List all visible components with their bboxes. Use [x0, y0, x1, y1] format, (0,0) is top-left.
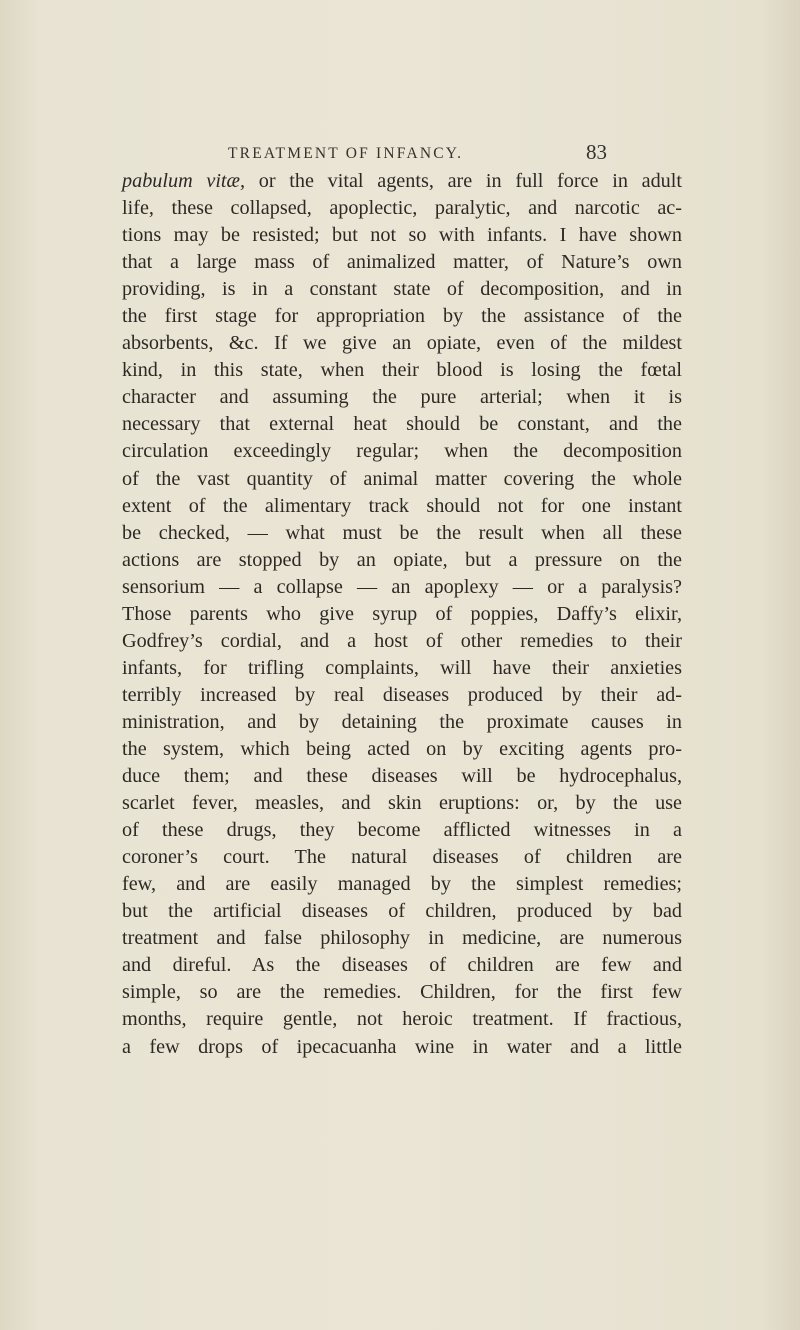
- text-line: scarlet fever, measles, and skin eruptions: or, by the use: [122, 792, 682, 815]
- text-line: simple, so are the remedies. Children, for the first few: [122, 981, 682, 1004]
- text-line: circulation exceedingly regular; when the decomposition: [122, 440, 682, 463]
- text-line-1-rest: or the vital agents, are in full force in adult: [245, 170, 682, 192]
- text-line: absorbents, &c. If we give an opiate, even of the mildest: [122, 332, 682, 355]
- text-line: coroner’s court. The natural diseases of children are: [122, 846, 682, 869]
- text-line: of the vast quantity of animal matter covering the whole: [122, 467, 682, 490]
- text-line: ministration, and by detaining the proximate causes in: [122, 710, 682, 733]
- text-line: and direful. As the diseases of children are few and: [122, 954, 682, 977]
- text-line: that a large mass of animalized matter, of Nature’s own: [122, 251, 682, 274]
- text-line: the first stage for appropriation by the assistance of the: [122, 305, 682, 328]
- text-line: Godfrey’s cordial, and a host of other remedies to their: [122, 629, 682, 652]
- text-line: the system, which being acted on by exciting agents pro-: [122, 737, 682, 760]
- text-line: sensorium — a collapse — an apoplexy — or a paralysis?: [122, 575, 682, 598]
- running-head: TREATMENT OF INFANCY.: [228, 145, 464, 162]
- latin-phrase: pabulum vitæ,: [122, 170, 246, 192]
- text-line: a few drops of ipecacuanha wine in water and a little: [122, 1035, 682, 1058]
- text-line: character and assuming the pure arterial; when it is: [122, 386, 682, 409]
- text-line: life, these collapsed, apoplectic, paralytic, and narcotic ac-: [122, 197, 682, 220]
- text-line: infants, for trifling complaints, will have their anxieties: [122, 656, 682, 679]
- text-line-1: [122, 168, 682, 195]
- text-line: of these drugs, they become afflicted witnesses in a: [122, 819, 682, 842]
- text-line: duce them; and these diseases will be hydrocephalus,: [122, 765, 682, 788]
- text-line: be checked, — what must be the result when all these: [122, 521, 682, 544]
- text-line: Those parents who give syrup of poppies, Daffy’s elixir,: [122, 602, 682, 625]
- text-line: necessary that external heat should be constant, and the: [122, 413, 682, 436]
- text-line: actions are stopped by an opiate, but a pressure on the: [122, 548, 682, 571]
- page-number: 83: [586, 140, 607, 164]
- text-line: providing, is in a constant state of decomposition, and in: [122, 278, 682, 301]
- text-line: months, require gentle, not heroic treatment. If fractious,: [122, 1008, 682, 1031]
- text-line: kind, in this state, when their blood is losing the fœtal: [122, 359, 682, 382]
- text-line: tions may be resisted; but not so with infants. I have shown: [122, 224, 682, 247]
- text-line: but the artificial diseases of children, produced by bad: [122, 900, 682, 923]
- text-line: few, and are easily managed by the simplest remedies;: [122, 873, 682, 896]
- text-line: terribly increased by real diseases produced by their ad-: [122, 683, 682, 706]
- text-line: treatment and false philosophy in medicine, are numerous: [122, 927, 682, 950]
- body-text: [122, 168, 682, 1061]
- page-header: [0, 133, 800, 163]
- text-line: extent of the alimentary track should not for one instant: [122, 494, 682, 517]
